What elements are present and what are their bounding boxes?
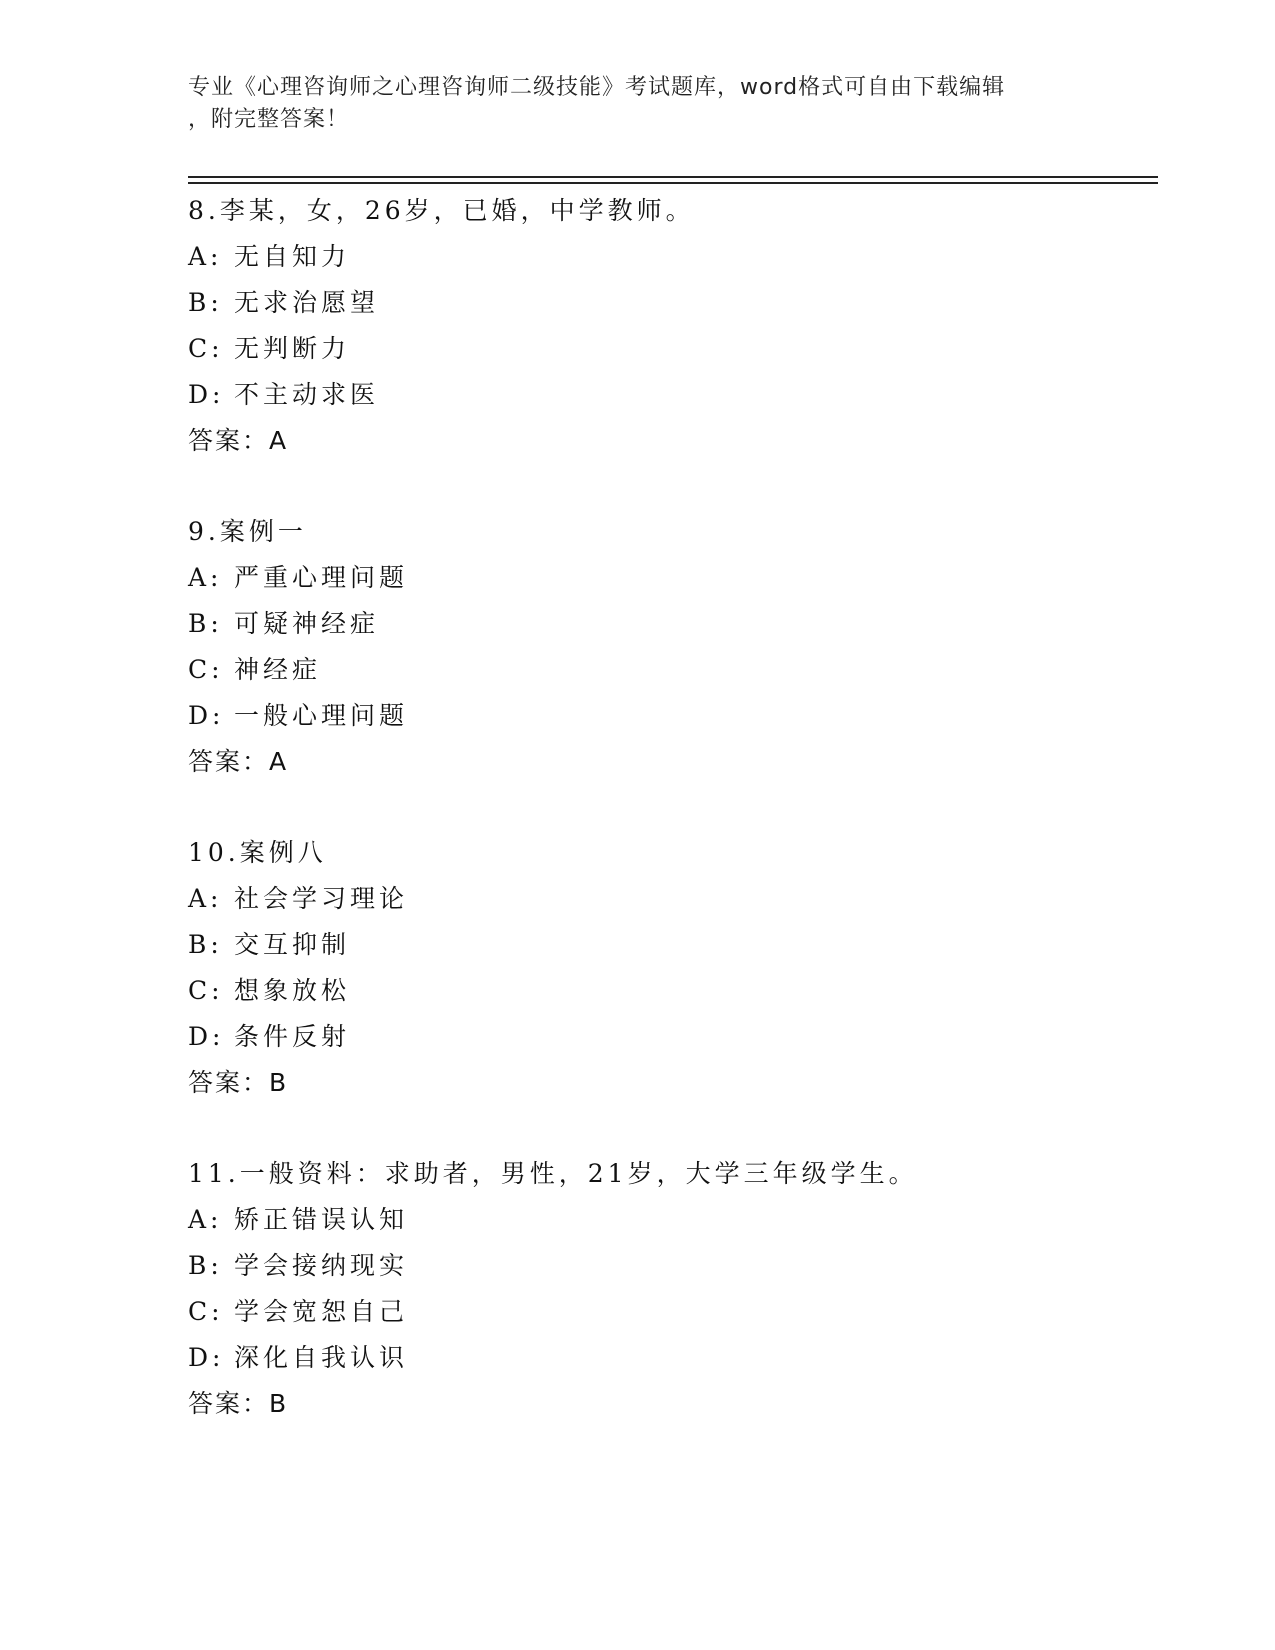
option-c <box>188 326 1148 372</box>
option-c <box>188 968 1148 1014</box>
question-stem: 11.一般资料：求助者，男性，21岁，大学三年级学生。 <box>188 1159 918 1188</box>
option-a <box>188 234 1148 280</box>
question-11 <box>188 1151 1148 1427</box>
option-key: D: <box>188 380 225 409</box>
header-line-2: ，附完整答案！ <box>188 107 350 132</box>
option-d <box>188 1014 1148 1060</box>
option-b <box>188 601 1148 647</box>
option-c <box>188 1289 1148 1335</box>
question-stem: 9.案例一 <box>188 517 307 546</box>
document-header <box>188 72 1088 136</box>
option-text: 无判断力 <box>234 334 351 363</box>
question-list <box>188 188 1148 1472</box>
option-d <box>188 372 1148 418</box>
option-text: 学会接纳现实 <box>234 1251 409 1280</box>
option-b <box>188 280 1148 326</box>
option-text: 不主动求医 <box>234 380 380 409</box>
option-key: D: <box>188 1022 225 1051</box>
option-text: 想象放松 <box>234 976 351 1005</box>
option-text: 无求治愿望 <box>234 288 380 317</box>
option-key: B: <box>188 930 223 959</box>
option-key: C: <box>188 1297 224 1326</box>
option-key: A: <box>188 884 223 913</box>
option-text: 条件反射 <box>234 1022 351 1051</box>
option-text: 矫正错误认知 <box>234 1205 409 1234</box>
option-text: 无自知力 <box>234 242 351 271</box>
option-key: C: <box>188 655 224 684</box>
option-a <box>188 555 1148 601</box>
option-text: 神经症 <box>234 655 322 684</box>
option-key: A: <box>188 242 223 271</box>
answer-line: 答案：B <box>188 1068 289 1097</box>
header-line-1: 专业《心理咨询师之心理咨询师二级技能》考试题库，word格式可自由下载编辑 <box>188 75 1006 100</box>
option-d <box>188 1335 1148 1381</box>
option-key: D: <box>188 1343 225 1372</box>
option-key: B: <box>188 288 223 317</box>
question-8 <box>188 188 1148 464</box>
option-b <box>188 1243 1148 1289</box>
question-stem: 8.李某，女，26岁，已婚，中学教师。 <box>188 196 695 225</box>
option-key: A: <box>188 563 223 592</box>
question-stem: 10.案例八 <box>188 838 327 867</box>
question-10 <box>188 830 1148 1106</box>
answer-line: 答案：A <box>188 747 289 776</box>
option-text: 一般心理问题 <box>234 701 409 730</box>
question-9 <box>188 509 1148 785</box>
option-key: B: <box>188 1251 223 1280</box>
option-text: 交互抑制 <box>234 930 351 959</box>
answer-line: 答案：A <box>188 426 289 455</box>
option-key: C: <box>188 976 224 1005</box>
option-key: C: <box>188 334 224 363</box>
header-divider-top <box>188 176 1158 178</box>
option-a <box>188 1197 1148 1243</box>
option-key: A: <box>188 1205 223 1234</box>
option-key: B: <box>188 609 223 638</box>
option-text: 可疑神经症 <box>234 609 380 638</box>
option-b <box>188 922 1148 968</box>
option-text: 学会宽恕自己 <box>234 1297 409 1326</box>
option-text: 社会学习理论 <box>234 884 409 913</box>
option-text: 深化自我认识 <box>234 1343 409 1372</box>
option-d <box>188 693 1148 739</box>
option-a <box>188 876 1148 922</box>
header-divider-bottom <box>188 182 1158 184</box>
answer-line: 答案：B <box>188 1389 289 1418</box>
option-c <box>188 647 1148 693</box>
option-text: 严重心理问题 <box>234 563 409 592</box>
option-key: D: <box>188 701 225 730</box>
